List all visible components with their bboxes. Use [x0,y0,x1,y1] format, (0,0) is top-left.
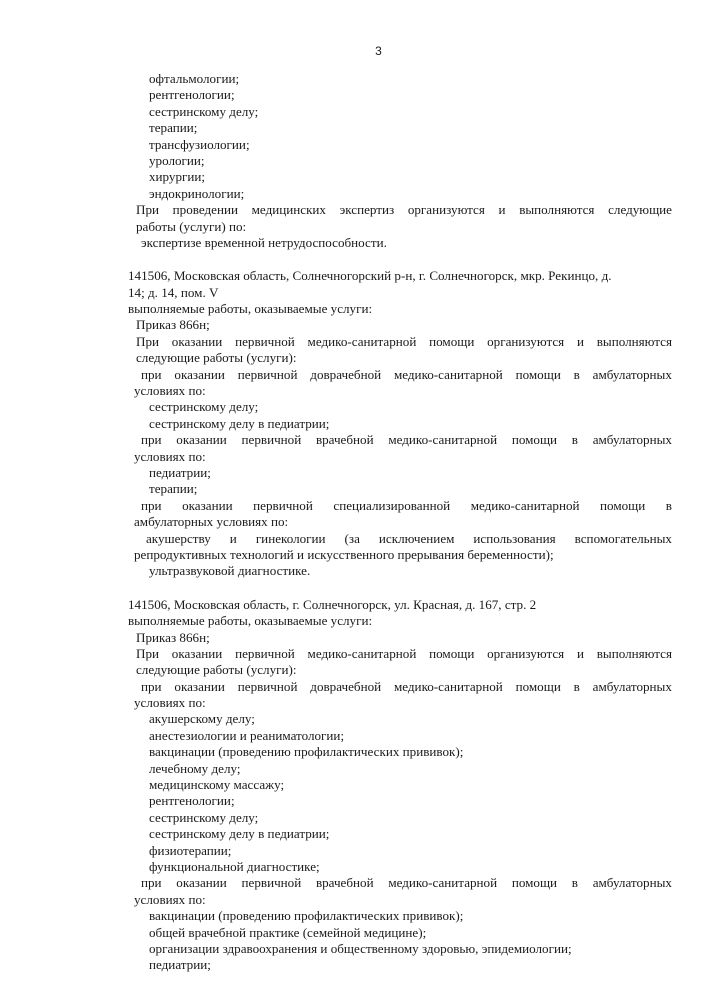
text-line: акушерству и гинекологии (за исключением использования вспомогательных [146,530,672,546]
text-line: общей врачебной практике (семейной медицине); [149,924,427,940]
text-line: амбулаторных условиях по: [134,514,289,530]
section-gap [0,580,707,597]
text-line: физиотерапии; [149,842,232,858]
text-line: условиях по: [134,383,206,399]
text-line: условиях по: [134,891,206,907]
text-line: терапии; [149,481,198,497]
text-line: вакцинации (проведению профилактических прививок); [149,744,464,760]
text-line: терапии; [149,120,198,136]
text-line: экспертизе временной нетрудоспособности. [141,234,387,250]
text-line: следующие работы (услуги): [136,662,297,678]
page-number: 3 [375,44,382,58]
text-line: педиатрии; [149,957,211,973]
document-body [0,71,707,974]
address-section [0,71,707,251]
address-section [0,268,707,579]
text-line: Приказ 866н; [136,629,210,645]
text-line: при оказании первичной специализированной медико-санитарной помощи в [141,497,672,513]
address-section [0,597,707,974]
text-line: эндокринологии; [149,185,245,201]
text-line: при оказании первичной доврачебной медико-санитарной помощи в амбулаторных [141,678,672,694]
text-line: лечебному делу; [149,760,241,776]
text-line: функциональной диагностике; [149,858,320,874]
text-line: урологии; [149,152,205,168]
text-line: выполняемые работы, оказываемые услуги: [128,613,373,629]
text-line: репродуктивных технологий и искусственного прерывания беременности); [134,546,554,562]
text-line: при оказании первичной доврачебной медико-санитарной помощи в амбулаторных [141,366,672,382]
text-line: работы (услуги) по: [136,218,247,234]
text-line: педиатрии; [149,464,211,480]
text-line: вакцинации (проведению профилактических прививок); [149,908,464,924]
text-line: офтальмологии; [149,71,240,86]
text-line: При оказании первичной медико-санитарной помощи организуются и выполняются [136,645,672,661]
text-line: медицинскому массажу; [149,777,285,793]
text-line: ультразвуковой диагностике. [149,563,311,579]
text-line: сестринскому делу; [149,103,259,119]
text-line: при оказании первичной врачебной медико-санитарной помощи в амбулаторных [141,432,672,448]
text-line: акушерскому делу; [149,711,255,727]
text-line: выполняемые работы, оказываемые услуги: [128,301,373,317]
text-line: сестринскому делу в педиатрии; [149,415,330,431]
text-line: 141506, Московская область, Солнечногорский р-н, г. Солнечногорск, мкр. Рекинцо, д. [128,268,612,284]
text-line: сестринскому делу; [149,809,259,825]
text-line: сестринскому делу; [149,399,259,415]
text-line: рентгенологии; [149,87,235,103]
text-line: рентгенологии; [149,793,235,809]
text-line: трансфузиологии; [149,136,250,152]
text-line: следующие работы (услуги): [136,350,297,366]
text-line: условиях по: [134,695,206,711]
text-line: хирургии; [149,169,206,185]
text-line: Приказ 866н; [136,317,210,333]
text-line: 14; д. 14, пом. V [128,284,219,300]
text-line: сестринскому делу в педиатрии; [149,826,330,842]
text-line: При проведении медицинских экспертиз организуются и выполняются следующие [136,202,672,218]
text-line: анестезиологии и реаниматологии; [149,727,345,743]
section-gap [0,251,707,268]
text-line: При оказании первичной медико-санитарной помощи организуются и выполняются [136,333,672,349]
text-line: организации здравоохранения и общественному здоровью, эпидемиологии; [149,940,572,956]
text-line: условиях по: [134,448,206,464]
text-line: при оказании первичной врачебной медико-санитарной помощи в амбулаторных [141,875,672,891]
text-line: 141506, Московская область, г. Солнечногорск, ул. Красная, д. 167, стр. 2 [128,596,537,612]
